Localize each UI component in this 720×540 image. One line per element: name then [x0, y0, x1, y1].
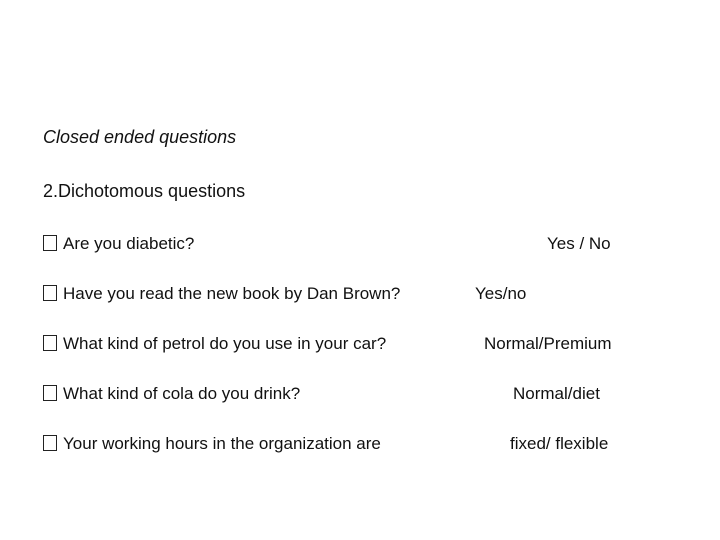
question-text: What kind of cola do you drink?	[63, 384, 301, 403]
question	[43, 434, 381, 454]
checkbox-icon	[43, 385, 57, 401]
list-item	[43, 234, 720, 258]
slide-subheading: 2.Dichotomous questions	[43, 181, 246, 201]
checkbox-icon	[43, 435, 57, 451]
list-item	[43, 434, 720, 458]
answer: Normal/diet	[513, 384, 600, 403]
question-text: What kind of petrol do you use in your car?	[63, 334, 387, 353]
question	[43, 234, 194, 254]
question-text: Are you diabetic?	[63, 234, 195, 253]
list-item	[43, 284, 720, 308]
question	[43, 334, 386, 354]
question-text: Have you read the new book by Dan Brown?	[63, 284, 401, 303]
question-text: Your working hours in the organization are	[63, 434, 381, 453]
question	[43, 284, 400, 304]
checkbox-icon	[43, 235, 57, 251]
answer: Yes/no	[475, 284, 527, 303]
answer: Normal/Premium	[484, 334, 612, 353]
list-item	[43, 334, 720, 358]
list-item	[43, 384, 720, 408]
answer: fixed/ flexible	[510, 434, 609, 453]
slide-heading: Closed ended questions	[43, 127, 237, 147]
checkbox-icon	[43, 335, 57, 351]
answer: Yes / No	[547, 234, 611, 253]
question	[43, 384, 300, 404]
checkbox-icon	[43, 285, 57, 301]
